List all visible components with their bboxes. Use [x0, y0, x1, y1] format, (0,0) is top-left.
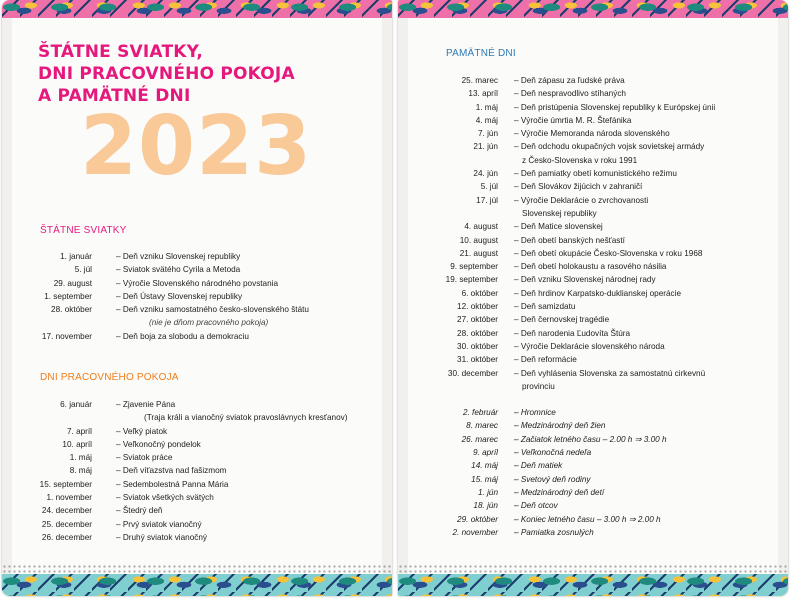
list-item: 19. september – Deň vzniku Slovenskej národnej rady [445, 275, 656, 285]
list-item: 18. jún – Deň otcov [473, 501, 558, 511]
right-page [398, 0, 788, 596]
not-rest-day-note: (nie je dňom pracovného pokoja) [149, 318, 269, 328]
page-title [38, 41, 295, 107]
list-item: 17. júl – Výročie Deklarácie o zvrchovanosti [476, 195, 649, 205]
list-item: 2. november – Pamiatka zosnulých [452, 527, 594, 537]
list-item: 1. máj – Sviatok práce [69, 453, 173, 463]
list-item: 7. jún – Výročie Memoranda národa slovenského [477, 129, 670, 139]
list-item: 5. júl – Sviatok svätého Cyrila a Metoda [74, 265, 241, 275]
state-holidays-list [34, 250, 309, 343]
floral-bottom-band [398, 574, 788, 596]
list-item: 1. september – Deň Ústavy Slovenskej republiky [44, 291, 243, 301]
memorial-days-heading: PAMÄTNÉ DNI [446, 48, 516, 59]
list-item: 7. apríl – Veľký piatok [66, 426, 168, 436]
left-page [2, 0, 392, 596]
rest-days-heading: DNI PRACOVNÉHO POKOJA [40, 372, 179, 383]
list-item: 8. marec – Medzinárodný deň žien [466, 421, 606, 431]
list-item: 8. máj – Deň víťazstva nad fašizmom [69, 466, 227, 476]
list-item: 24. jún – Deň pamiatky obetí komunistického režimu [473, 169, 677, 179]
list-item: 2. február – Hromnice [462, 408, 556, 418]
list-item: 15. máj – Svetový deň rodiny [471, 474, 591, 484]
list-item: 30. december – Deň vyhlásenia Slovenska za samostatnú cirkevnú [447, 368, 706, 378]
list-item: 25. december – Prvý sviatok vianočný [41, 519, 202, 529]
list-item: 27. október – Deň černovskej tragédie [457, 315, 610, 325]
list-item: 17. november – Deň boja za slobodu a demokraciu [41, 331, 249, 341]
list-item: 21. jún – Deň odchodu okupačných vojsk sovietskej armády [473, 142, 705, 152]
list-item-continuation: Slovenskej republiky [522, 208, 597, 218]
title-line-1: ŠTÁTNE SVIATKY, [38, 42, 203, 62]
right-page-content [408, 18, 778, 574]
list-item: 31. október – Deň reformácie [457, 355, 577, 365]
list-item: 12. október – Deň samizdatu [457, 302, 576, 312]
list-item: 28. október – Deň vzniku samostatného česko-slovenského štátu [51, 305, 309, 315]
list-item: 26. marec – Začiatok letného času – 2.00 h ⇒ 3.00 h [461, 434, 667, 444]
list-item: 30. október – Výročie Deklarácie slovenského národa [457, 341, 665, 351]
list-item: 24. december – Štedrý deň [41, 506, 163, 516]
list-item: 4. august – Deň Matice slovenskej [464, 222, 603, 232]
list-item: 29. október – Koniec letného času – 3.00 h ⇒ 2.00 h [457, 514, 661, 524]
list-item: 15. september – Sedembolestná Panna Mária [39, 479, 229, 489]
list-item: 13. apríl – Deň nespravodlivo stíhaných [468, 89, 626, 99]
list-item-continuation: z Česko-Slovenska v roku 1991 [522, 155, 638, 165]
floral-top-band [398, 0, 788, 18]
year-numeral: 2023 [80, 99, 313, 194]
list-item: 5. júl – Deň Slovákov žijúcich v zahraničí [480, 182, 643, 192]
list-item: 28. október – Deň narodenia Ľudovíta Štúra [457, 328, 631, 338]
state-holidays-heading: ŠTÁTNE SVIATKY [40, 225, 127, 236]
list-item: 29. august – Výročie Slovenského národného povstania [53, 278, 279, 288]
list-item-continuation: provinciu [522, 381, 555, 391]
list-item: 1. máj – Deň pristúpenia Slovenskej republiky k Európskej únii [475, 102, 716, 112]
list-item: 21. august – Deň obetí okupácie Česko-Slovenska v roku 1968 [459, 248, 703, 258]
title-line-2: DNI PRACOVNÉHO POKOJA [38, 64, 295, 84]
epiphany-note: (Traja králi a vianočný sviatok pravoslávnych kresťanov) [144, 413, 348, 423]
list-item: 1. jún – Medzinárodný deň detí [477, 487, 605, 497]
list-item: 1. november – Sviatok všetkých svätých [46, 493, 214, 503]
list-item: 10. august – Deň obetí banských nešťastí [459, 235, 625, 245]
list-item: 6. január – Zjavenie Pána [60, 400, 176, 409]
list-item: 10. apríl – Veľkonočný pondelok [62, 439, 201, 449]
list-item: 6. október – Deň hrdinov Karpatsko-duklianskej operácie [461, 288, 682, 298]
title-line-3: A PAMÄTNÉ DNI [38, 86, 191, 106]
list-item: 25. marec – Deň zápasu za ľudské práva [461, 76, 625, 85]
list-item: 9. september – Deň obetí holokaustu a rasového násilia [450, 262, 667, 272]
spacer [426, 393, 715, 406]
left-page-content [12, 18, 382, 574]
list-item: 14. máj – Deň matiek [471, 461, 563, 471]
list-item: 4. máj – Výročie úmrtia M. R. Štefánika [475, 115, 632, 125]
list-item: 1. január – Deň vzniku Slovenskej republiky [60, 252, 241, 261]
rest-days-list [34, 398, 347, 544]
list-item: 26. december – Druhý sviatok vianočný [41, 532, 208, 542]
floral-top-band [2, 0, 392, 18]
list-item: 9. apríl – Veľkonočná nedeľa [472, 448, 592, 458]
memorial-days-list [426, 74, 715, 539]
floral-bottom-band [2, 574, 392, 596]
